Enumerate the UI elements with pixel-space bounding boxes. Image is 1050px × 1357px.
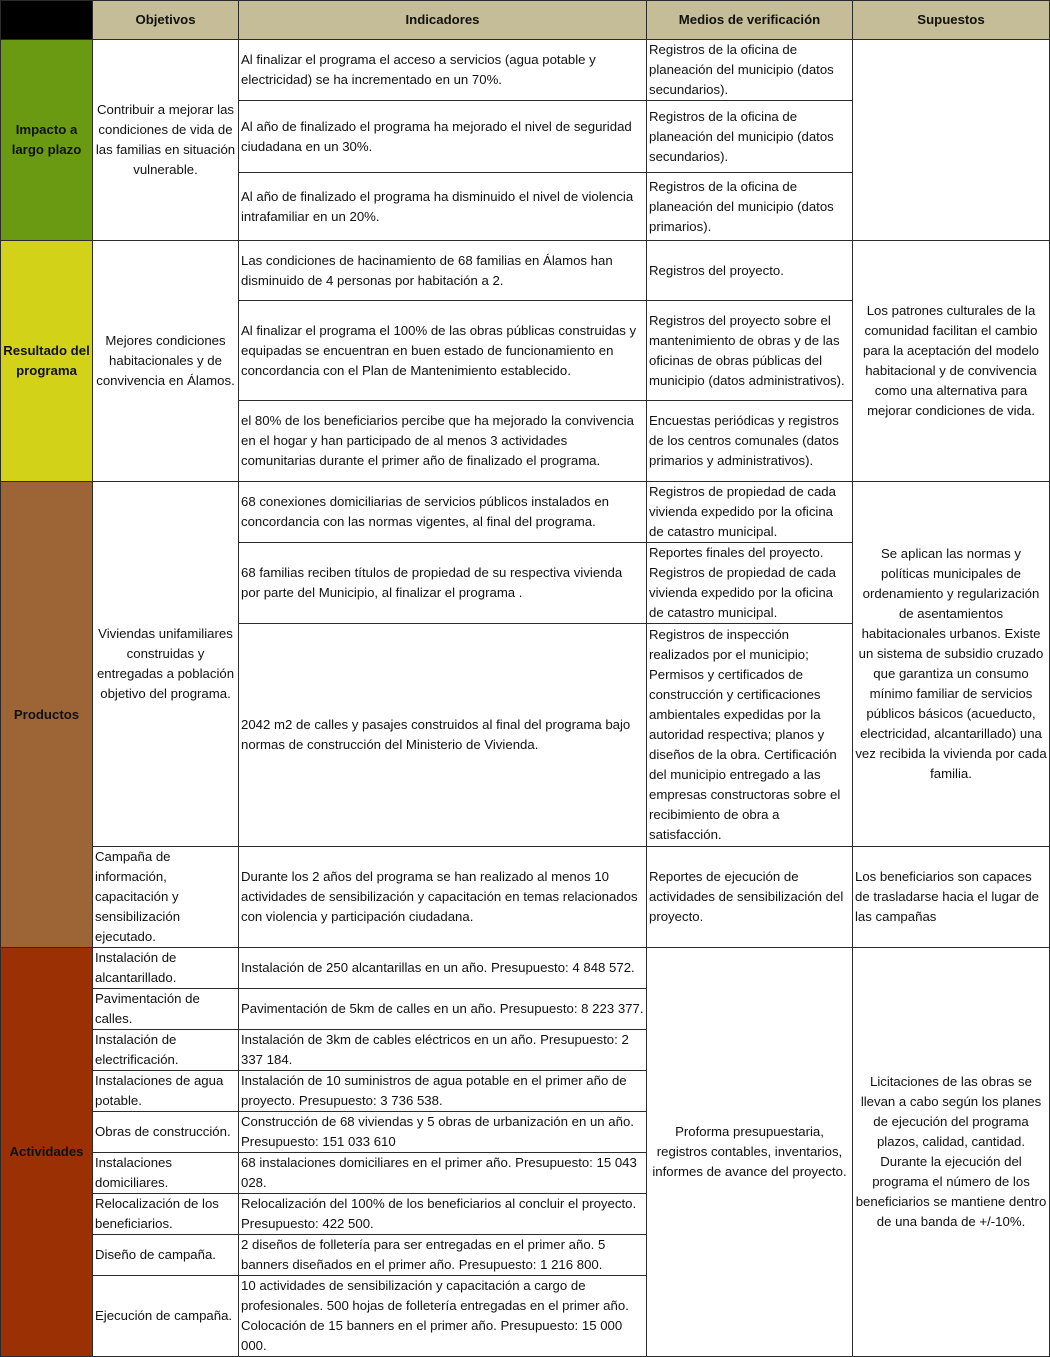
objetivo-productos-2: Campaña de información, capacitación y sensibilización ejecutado. bbox=[93, 847, 239, 948]
actividad-objetivo: Diseño de campaña. bbox=[93, 1235, 239, 1276]
medio-cell: Registros del proyecto. bbox=[647, 241, 853, 301]
actividad-objetivo: Instalaciones domiciliares. bbox=[93, 1153, 239, 1194]
actividad-objetivo: Instalación de electrificación. bbox=[93, 1030, 239, 1071]
actividad-indicador: Instalación de 3km de cables eléctricos en un año. Presupuesto: 2 337 184. bbox=[239, 1030, 647, 1071]
supuesto-productos-1: Se aplican las normas y políticas municipales de ordenamiento y regularización de asentamientos habitacionales urbanos. Existe un sistema de subsidio cruzado que garantiza un consumo mínimo familiar de servicios públicos básicos (acueducto, electricidad, alcantarillado) una vez recibida la vivienda por cada familia. bbox=[853, 482, 1050, 847]
supuesto-productos-2: Los beneficiarios son capaces de trasladarse hacia el lugar de las campañas bbox=[853, 847, 1050, 948]
actividad-indicador: 68 instalaciones domiciliares en el primer año. Presupuesto: 15 043 028. bbox=[239, 1153, 647, 1194]
level-actividades: Actividades bbox=[1, 948, 93, 1357]
medio-cell: Registros de la oficina de planeación del municipio (datos primarios). bbox=[647, 173, 853, 241]
indicador-cell: 68 familias reciben títulos de propiedad de su respectiva vivienda por parte del Municipio, al finalizar el programa . bbox=[239, 543, 647, 624]
actividad-objetivo: Obras de construcción. bbox=[93, 1112, 239, 1153]
level-impacto: Impacto a largo plazo bbox=[1, 40, 93, 241]
medio-cell: Registros de propiedad de cada vivienda expedido por la oficina de catastro municipal. bbox=[647, 482, 853, 543]
header-supuestos: Supuestos bbox=[853, 1, 1050, 40]
actividad-indicador: 10 actividades de sensibilización y capacitación a cargo de profesionales. 500 hojas de folletería entregadas en el primer año. Colocación de 15 banners en el primer año. Presupuesto: 15 000 000. bbox=[239, 1276, 647, 1357]
supuesto-actividades: Licitaciones de las obras se llevan a cabo según los planes de ejecución del programa plazos, calidad, cantidad. Durante la ejecución del programa el número de los beneficiarios se mantiene dentro de una banda de +/-10%. bbox=[853, 948, 1050, 1357]
indicador-cell: Al año de finalizado el programa ha disminuido el nivel de violencia intrafamiliar en un 20%. bbox=[239, 173, 647, 241]
actividad-indicador: Instalación de 250 alcantarillas en un año. Presupuesto: 4 848 572. bbox=[239, 948, 647, 989]
supuesto-impacto bbox=[853, 40, 1050, 241]
indicador-cell: Al finalizar el programa el acceso a servicios (agua potable y electricidad) se ha incrementado en un 70%. bbox=[239, 40, 647, 101]
objetivo-resultado: Mejores condiciones habitacionales y de convivencia en Álamos. bbox=[93, 241, 239, 482]
indicador-cell: Al año de finalizado el programa ha mejorado el nivel de seguridad ciudadana en un 30%. bbox=[239, 101, 647, 173]
actividad-indicador: Relocalización del 100% de los beneficiarios al concluir el proyecto. Presupuesto: 422 500. bbox=[239, 1194, 647, 1235]
header-row bbox=[1, 1, 1050, 40]
header-corner bbox=[1, 1, 93, 40]
actividad-objetivo: Relocalización de los beneficiarios. bbox=[93, 1194, 239, 1235]
table-row bbox=[1, 948, 1050, 989]
medio-cell: Registros de inspección realizados por el municipio; Permisos y certificados de construcción y certificaciones ambientales expedidas por la autoridad respectiva; planos y diseños de la obra. Certificación del municipio entregado a las empresas constructoras sobre el recibimiento de obra a satisfacción. bbox=[647, 624, 853, 847]
actividad-objetivo: Instalación de alcantarillado. bbox=[93, 948, 239, 989]
actividad-indicador: Construcción de 68 viviendas y 5 obras de urbanización en un año. Presupuesto: 151 033 610 bbox=[239, 1112, 647, 1153]
table-row bbox=[1, 40, 1050, 101]
actividad-indicador: Instalación de 10 suministros de agua potable en el primer año de proyecto. Presupuesto: 3 736 538. bbox=[239, 1071, 647, 1112]
indicador-cell: el 80% de los beneficiarios percibe que ha mejorado la convivencia en el hogar y han participado de al menos 3 actividades comunitarias durante el primer año de finalizado el programa. bbox=[239, 401, 647, 482]
actividad-indicador: 2 diseños de folletería para ser entregadas en el primer año. 5 banners diseñados en el primer año. Presupuesto: 1 216 800. bbox=[239, 1235, 647, 1276]
indicador-cell: Las condiciones de hacinamiento de 68 familias en Álamos han disminuido de 4 personas por habitación a 2. bbox=[239, 241, 647, 301]
medio-cell: Encuestas periódicas y registros de los centros comunales (datos primarios y administrativos). bbox=[647, 401, 853, 482]
medio-actividades: Proforma presupuestaria, registros contables, inventarios, informes de avance del proyecto. bbox=[647, 948, 853, 1357]
indicador-cell: Durante los 2 años del programa se han realizado al menos 10 actividades de sensibilización y capacitación en temas relacionados con violencia y participación ciudadana. bbox=[239, 847, 647, 948]
table-row bbox=[1, 482, 1050, 543]
header-objetivos: Objetivos bbox=[93, 1, 239, 40]
table-row bbox=[1, 847, 1050, 948]
header-medios: Medios de verificación bbox=[647, 1, 853, 40]
objetivo-productos-1: Viviendas unifamiliares construidas y entregadas a población objetivo del programa. bbox=[93, 482, 239, 847]
indicador-cell: 2042 m2 de calles y pasajes construidos al final del programa bajo normas de construcción del Ministerio de Vivienda. bbox=[239, 624, 647, 847]
actividad-objetivo: Pavimentación de calles. bbox=[93, 989, 239, 1030]
indicador-cell: 68 conexiones domiciliarias de servicios públicos instalados en concordancia con las normas vigentes, al final del programa. bbox=[239, 482, 647, 543]
medio-cell: Reportes de ejecución de actividades de sensibilización del proyecto. bbox=[647, 847, 853, 948]
table-row bbox=[1, 241, 1050, 301]
objetivo-impacto: Contribuir a mejorar las condiciones de vida de las familias en situación vulnerable. bbox=[93, 40, 239, 241]
medio-cell: Registros de la oficina de planeación del municipio (datos secundarios). bbox=[647, 101, 853, 173]
supuesto-resultado: Los patrones culturales de la comunidad facilitan el cambio para la aceptación del modelo habitacional y de convivencia como una alternativa para mejorar condiciones de vida. bbox=[853, 241, 1050, 482]
indicador-cell: Al finalizar el programa el 100% de las obras públicas construidas y equipadas se encuentran en buen estado de funcionamiento en concordancia con el Plan de Mantenimiento establecido. bbox=[239, 301, 647, 401]
actividad-objetivo: Ejecución de campaña. bbox=[93, 1276, 239, 1357]
medio-cell: Registros del proyecto sobre el mantenimiento de obras y de las oficinas de obras públicas del municipio (datos administrativos). bbox=[647, 301, 853, 401]
actividad-indicador: Pavimentación de 5km de calles en un año. Presupuesto: 8 223 377. bbox=[239, 989, 647, 1030]
level-resultado: Resultado del programa bbox=[1, 241, 93, 482]
medio-cell: Reportes finales del proyecto. Registros de propiedad de cada vivienda expedido por la oficina de catastro municipal. bbox=[647, 543, 853, 624]
medio-cell: Registros de la oficina de planeación del municipio (datos secundarios). bbox=[647, 40, 853, 101]
header-indicadores: Indicadores bbox=[239, 1, 647, 40]
level-productos: Productos bbox=[1, 482, 93, 948]
actividad-objetivo: Instalaciones de agua potable. bbox=[93, 1071, 239, 1112]
